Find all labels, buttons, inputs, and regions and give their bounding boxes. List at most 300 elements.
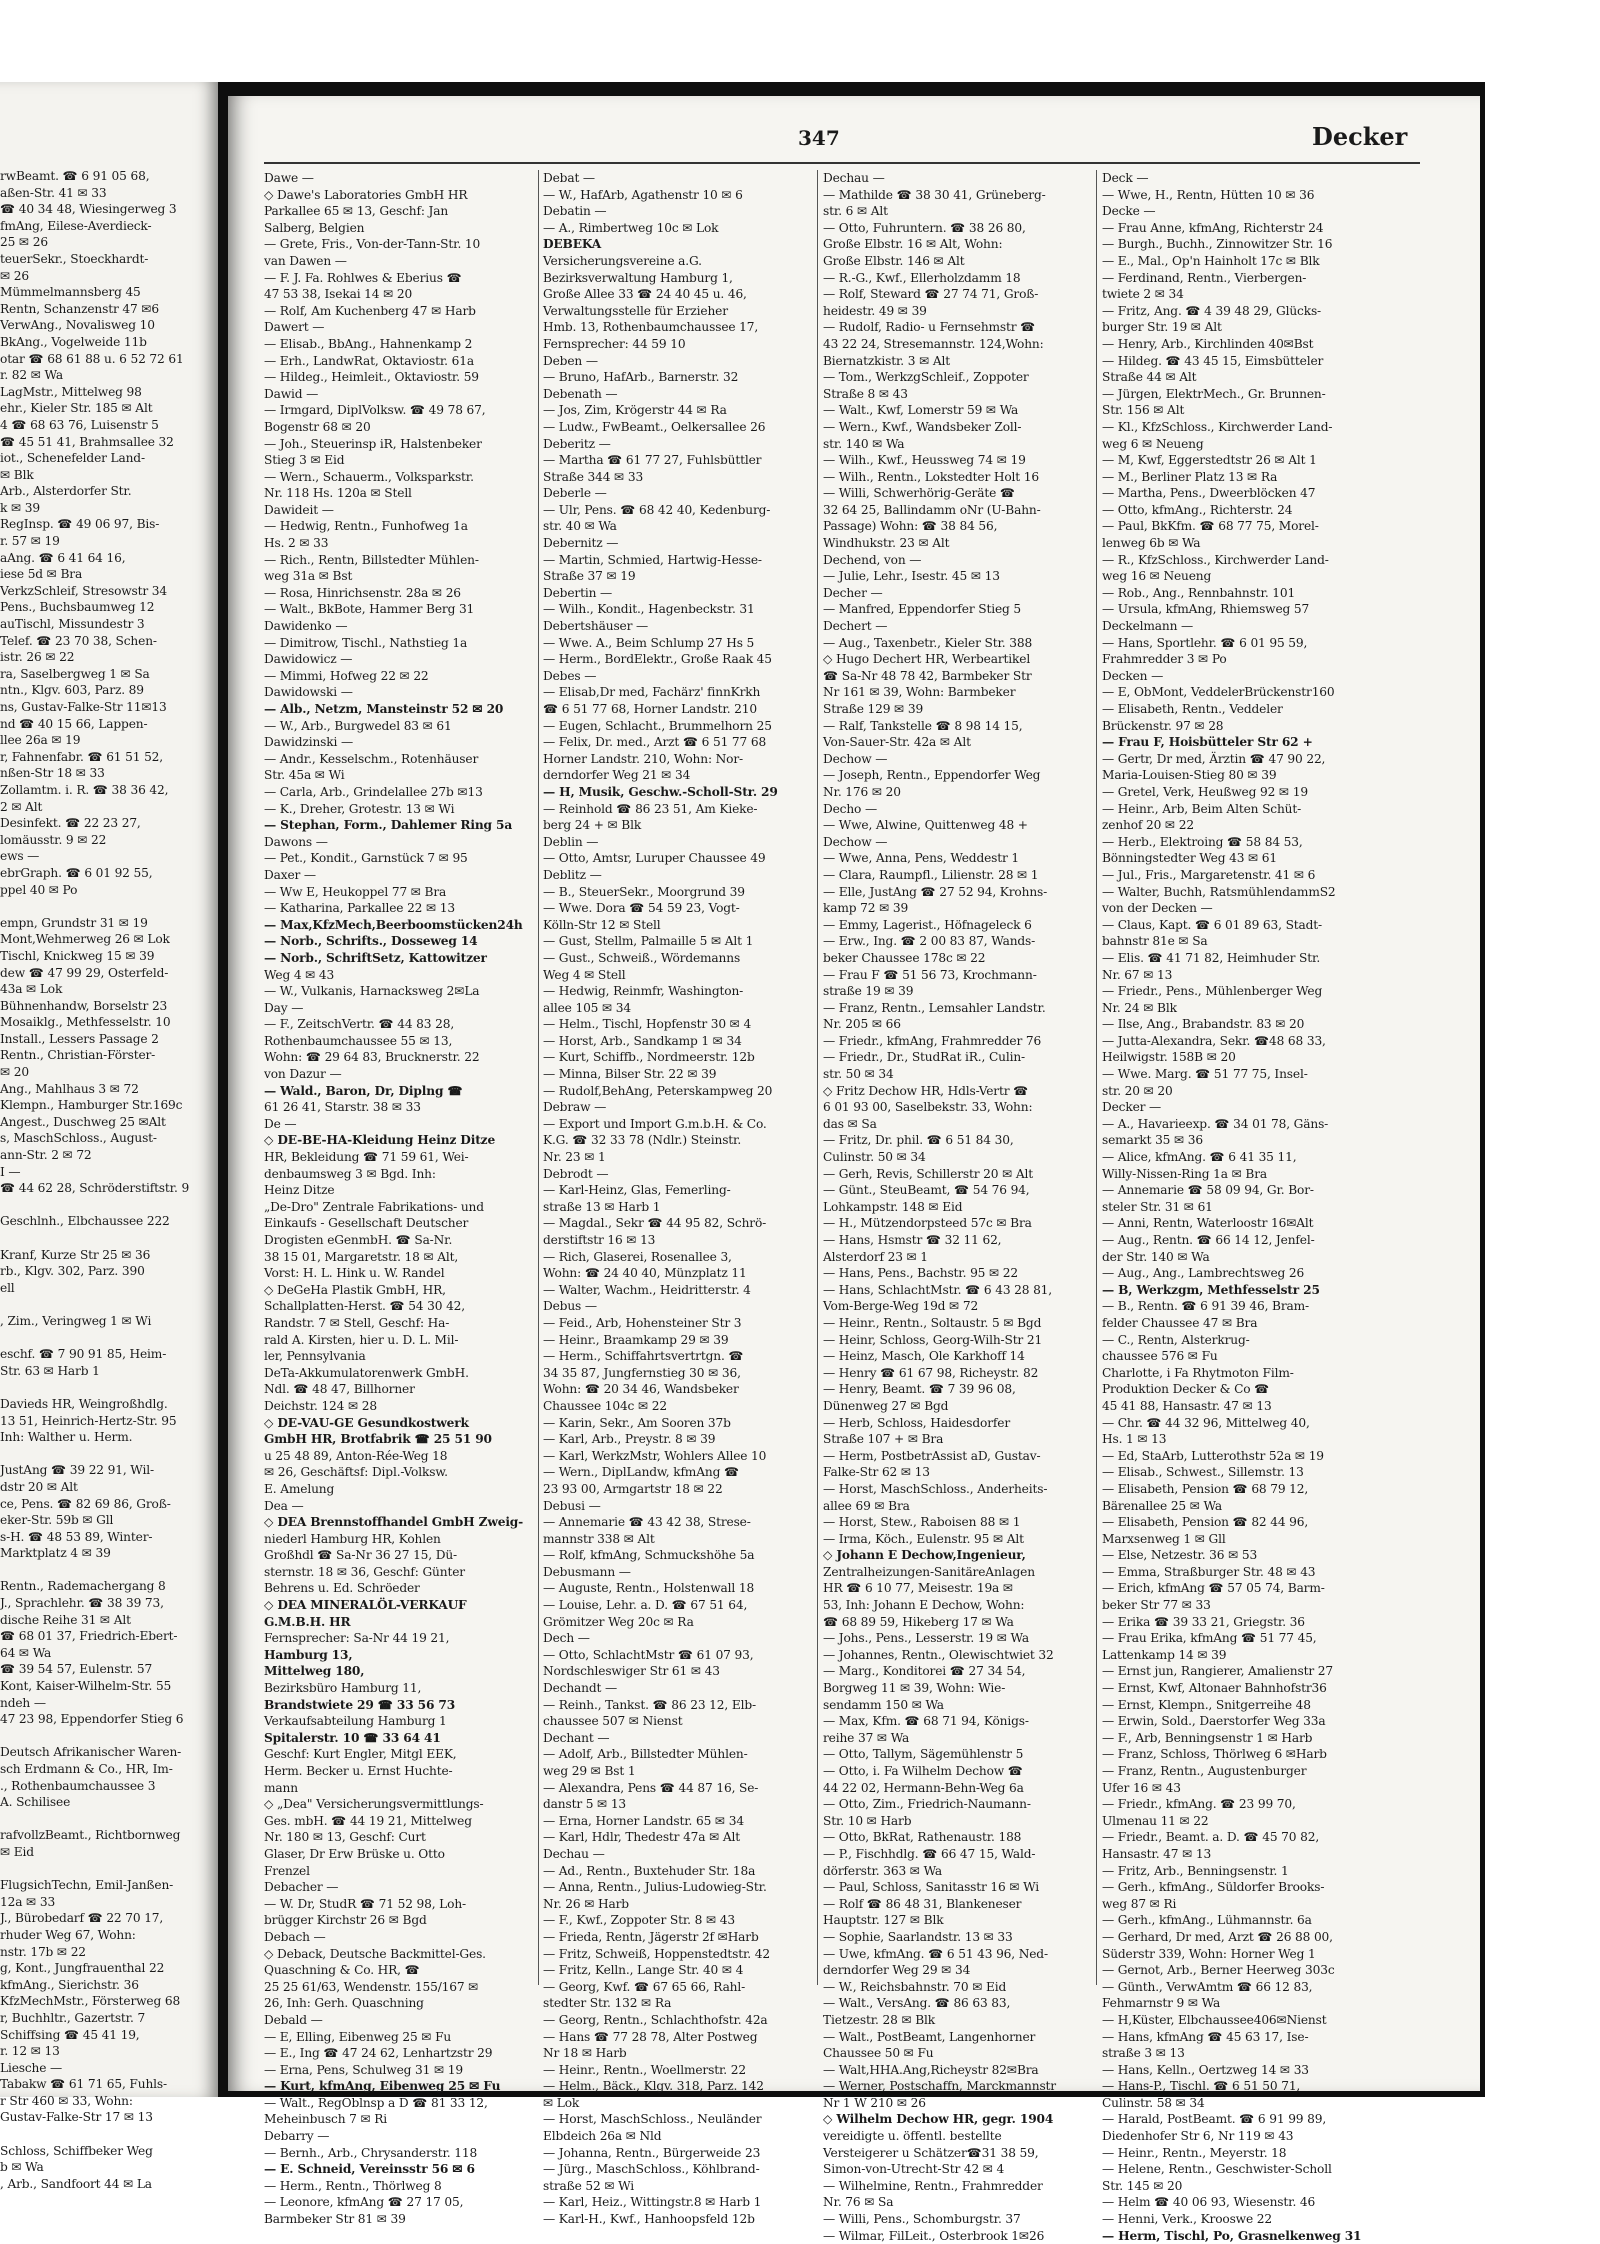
- directory-entry-line: — Karl-Heinz, Glas, Femerling-: [543, 1183, 731, 1198]
- directory-entry-line: — Ed, StaArb, Lutterothstr 52a ✉ 19: [1102, 1448, 1324, 1463]
- directory-entry-line: Deberitz —: [543, 436, 611, 451]
- left-page-column: [0, 168, 218, 2192]
- directory-entry-line: — Paul, Schloss, Sanitasstr 16 ✉ Wi: [823, 1880, 1040, 1895]
- left-page-entry-line: Kranf, Kurze Str 25 ✉ 36: [0, 1247, 151, 1262]
- directory-entry-line: — Heinr., Rentn., Meyerstr. 18: [1102, 2145, 1287, 2160]
- directory-entry-line: straße 52 ✉ Wi: [543, 2178, 635, 2193]
- directory-entry-line: ✉ 26, Geschäftsf: Dipl.-Volksw.: [264, 1465, 448, 1480]
- left-page-entry-line: aßen-Str. 41 ✉ 33: [0, 185, 107, 200]
- directory-entry-line: — Feid., Arb, Hohensteiner Str 3: [543, 1315, 742, 1330]
- left-page-entry-line: Mosaiklg., Methfesselstr. 10: [0, 1015, 171, 1030]
- directory-entry-line: — Gerh., kfmAng., Lühmannstr. 6a: [1102, 1913, 1312, 1928]
- directory-entry-line: Bezirksbüro Hamburg 11,: [264, 1681, 422, 1696]
- left-page-entry-line: r. 12 ✉ 13: [0, 2044, 60, 2059]
- left-page-entry-line: lomäusstr. 9 ✉ 22: [0, 832, 107, 847]
- directory-entry-line: — Willi, Pens., Schomburgstr. 37: [823, 2212, 1021, 2227]
- left-page-entry-line: 43a ✉ Lok: [0, 982, 63, 997]
- directory-entry-line: — Fritz, Schweiß, Hoppenstedtstr. 42: [543, 1946, 770, 1961]
- directory-entry-line: — A., Havarieexp. ☎ 34 01 78, Gäns-: [1102, 1116, 1329, 1131]
- directory-entry-line: Weg 4 ✉ 43: [264, 967, 335, 982]
- directory-entry-line: Decke —: [1102, 204, 1156, 219]
- left-page-entry-line: Rentn, Schanzenstr 47 ✉6: [0, 301, 159, 316]
- left-page-entry-line: VerkzSchleif, Stresowstr 34: [0, 583, 168, 598]
- left-page-entry-line: A. Schilisee: [0, 1795, 71, 1810]
- directory-entry-line: — Gretel, Verk, Heußweg 92 ✉ 19: [1102, 784, 1308, 799]
- directory-entry-line: Debacher —: [264, 1880, 339, 1895]
- left-page-entry-line: Str. 63 ✉ Harb 1: [0, 1363, 100, 1378]
- directory-entry-line: — Walter, Buchh, RatsmühlendammS2: [1102, 884, 1336, 899]
- directory-entry-line: Passage) Wohn: ☎ 38 84 56,: [823, 519, 998, 534]
- directory-entry-line: — F., ZeitschVertr. ☎ 44 83 28,: [264, 1017, 455, 1032]
- directory-entry-line: — Fritz, Ang. ☎ 4 39 48 29, Glücks-: [1102, 303, 1322, 318]
- left-page-entry-line: dstr 20 ✉ Alt: [0, 1479, 78, 1494]
- directory-entry-line: str. 50 ✉ 34: [823, 1067, 894, 1082]
- directory-entry-line: lenweg 6b ✉ Wa: [1102, 536, 1201, 551]
- directory-entry-line: Wohn: ☎ 29 64 83, Brucknerstr. 22: [264, 1050, 480, 1065]
- directory-entry-line: str. 20 ✉ 20: [1102, 1083, 1173, 1098]
- directory-entry-line: — E, Elling, Eibenweg 25 ✉ Fu: [264, 2029, 452, 2044]
- directory-entry-line: — W. Dr, StudR ☎ 71 52 98, Loh-: [264, 1896, 466, 1911]
- directory-entry-line: — Katharina, Parkallee 22 ✉ 13: [264, 901, 455, 916]
- directory-entry-line: — Johs., Pens., Lesserstr. 19 ✉ Wa: [823, 1631, 1029, 1646]
- directory-entry-line: — Chr. ☎ 44 32 96, Mittelweg 40,: [1102, 1415, 1310, 1430]
- left-page-entry-line: 4 ☎ 68 63 76, Luisenstr 5: [0, 417, 159, 432]
- directory-entry-line: — Werner, Postschaffn, Marckmannstr: [823, 2079, 1056, 2094]
- directory-entry-line: — Hedwig, Rentn., Funhofweg 1a: [264, 519, 468, 534]
- directory-entry-line: Dechow —: [823, 751, 888, 766]
- left-page-entry-line: [0, 1446, 218, 1463]
- directory-entry-line: ler, Pennsylvania: [264, 1349, 366, 1364]
- directory-entry-line: Dünenweg 27 ✉ Bgd: [823, 1398, 949, 1413]
- left-page-entry-line: ell: [0, 1280, 15, 1295]
- directory-entry-line: — Reinh., Tankst. ☎ 86 23 12, Elb-: [543, 1697, 756, 1712]
- running-head: Decker: [1312, 122, 1408, 151]
- left-page-entry-line: Schiffsing ☎ 45 41 19,: [0, 2027, 140, 2042]
- directory-entry-line: — Johannes, Rentn., Olewischtwiet 32: [823, 1647, 1054, 1662]
- directory-entry-line: Elbdeich 26a ✉ Nld: [543, 2129, 662, 2144]
- directory-entry-line: sendamm 150 ✉ Wa: [823, 1697, 944, 1712]
- directory-entry-line: — Jos, Zim, Krögerstr 44 ✉ Ra: [543, 403, 727, 418]
- directory-entry-line: der Str. 140 ✉ Wa: [1102, 1249, 1210, 1264]
- directory-entry-line: — Gerhard, Dr med, Arzt ☎ 26 88 00,: [1102, 1929, 1333, 1944]
- directory-entry-line: Nr. 176 ✉ 20: [823, 784, 901, 799]
- directory-entry-line: — Wern., DiplLandw, kfmAng ☎: [543, 1465, 739, 1480]
- directory-entry-line: Debertshäuser —: [543, 619, 649, 634]
- directory-entry-line: — Anna, Rentn., Julius-Ludowieg-Str.: [543, 1880, 767, 1895]
- directory-entry-line: — Rolf, kfmAng, Schmuckshöhe 5a: [543, 1548, 755, 1563]
- left-page-entry-line: [0, 898, 218, 915]
- directory-entry-line: „De-Dro" Zentrale Fabrikations- und: [264, 1199, 484, 1214]
- directory-entry-line: — Rolf ☎ 86 48 31, Blankeneser: [823, 1896, 1022, 1911]
- directory-entry-line: Randstr. 7 ✉ Stell, Geschf: Ha-: [264, 1315, 450, 1330]
- directory-entry-line: Day —: [264, 1000, 304, 1015]
- directory-entry-line: — Elisabeth, Pension ☎ 68 79 12,: [1102, 1481, 1309, 1496]
- directory-entry-line: 61 26 41, Starstr. 38 ✉ 33: [264, 1100, 421, 1115]
- left-page-entry-line: I —: [0, 1164, 21, 1179]
- directory-entry-line: Dechant —: [543, 1730, 610, 1745]
- left-page-entry-line: Ang., Mahlhaus 3 ✉ 72: [0, 1081, 139, 1096]
- directory-entry-line: GmbH HR, Brotfabrik ☎ 25 51 90: [264, 1432, 492, 1447]
- directory-entry-line: das ✉ Sa: [823, 1116, 877, 1131]
- directory-entry-line: — Helm., Bäck., Klgv. 318, Parz. 142: [543, 2079, 764, 2094]
- directory-entry-line: weg 29 ✉ Bst 1: [543, 1764, 636, 1778]
- directory-entry-line: — Otto, Fuhruntern. ☎ 38 26 80,: [823, 220, 1026, 235]
- directory-entry-line: — Horst, MaschSchloss., Anderheits-: [823, 1481, 1048, 1496]
- directory-entry-line: van Dawen —: [264, 253, 347, 268]
- directory-entry-line: — Claus, Kapt. ☎ 6 01 89 63, Stadt-: [1102, 917, 1323, 932]
- left-page-entry-line: Geschlnh., Elbchaussee 222: [0, 1214, 170, 1229]
- directory-entry-line: — Elisab., Schwest., Sillemstr. 13: [1102, 1465, 1304, 1480]
- left-page-entry-line: Deutsch Afrikanischer Waren-: [0, 1745, 182, 1760]
- directory-entry-line: weg 6 ✉ Neueng: [1102, 436, 1204, 451]
- left-page-entry-line: Tabakw ☎ 61 71 65, Fuhls-: [0, 2077, 167, 2092]
- left-page-entry-line: rafvollzBeamt., Richtbornweg: [0, 1828, 181, 1843]
- directory-entry-line: — Hedwig, Reinmfr, Washington-: [543, 984, 744, 999]
- directory-entry-line: Nr. 24 ✉ Blk: [1102, 1000, 1177, 1015]
- directory-entry-line: — Mimmi, Hofweg 22 ✉ 22: [264, 668, 429, 683]
- directory-entry-line: — Karl, Heiz., Wittingstr.8 ✉ Harb 1: [543, 2195, 762, 2210]
- directory-entry-line: — Ww E, Heukoppel 77 ✉ Bra: [264, 884, 447, 899]
- directory-entry-line: — Heinr., Rentn., Woellmerstr. 22: [543, 2062, 746, 2077]
- directory-entry-line: Bezirksverwaltung Hamburg 1,: [543, 270, 733, 285]
- left-page-entry-line: Install., Lessers Passage 2: [0, 1031, 159, 1046]
- directory-entry-line: — Auguste, Rentn., Holstenwall 18: [543, 1581, 755, 1596]
- directory-entry-line: — Horst, MaschSchloss., Neuländer: [543, 2112, 762, 2127]
- directory-entry-line: — Frau Anne, kfmAng, Richterstr 24: [1102, 220, 1324, 235]
- left-page-entry-line: Zollamtm. i. R. ☎ 38 36 42,: [0, 782, 169, 797]
- directory-entry-line: Falke-Str 62 ✉ 13: [823, 1465, 930, 1480]
- directory-entry-line: mann: [264, 1780, 298, 1795]
- directory-entry-line: — Tom., WerkzgSchleif., Zoppoter: [823, 370, 1029, 385]
- directory-entry-line: derndorfer Weg 29 ✉ 34: [823, 1963, 971, 1978]
- directory-entry-line: straße 19 ✉ 39: [823, 984, 914, 999]
- directory-entry-line: Debusmann —: [543, 1564, 631, 1579]
- directory-entry-line: — Max,KfzMech,Beerboomstücken24h: [264, 917, 523, 932]
- directory-entry-line: — Walt., BkBote, Hammer Berg 31: [264, 602, 475, 617]
- directory-entry-line: Straße 8 ✉ 43: [823, 386, 908, 401]
- directory-entry-line: — Irma, Köch., Eulenstr. 95 ✉ Alt: [823, 1531, 1024, 1546]
- left-page-entry-line: Rentn., Rademachergang 8: [0, 1579, 166, 1594]
- directory-entry-line: allee 105 ✉ 34: [543, 1000, 631, 1015]
- directory-entry-line: — H, Musik, Geschw.-Scholl-Str. 29: [543, 784, 778, 799]
- directory-entry-line: — Günth., VerwAmtm ☎ 66 12 83,: [1102, 1979, 1313, 1994]
- left-page-entry-line: Mont,Wehmerweg 26 ✉ Lok: [0, 932, 170, 947]
- directory-entry-line: — Walter, Wachm., Heidritterstr. 4: [543, 1282, 751, 1297]
- directory-entry-line: ◇ Johann E Dechow,Ingenieur,: [823, 1548, 1026, 1563]
- directory-entry-line: Lattenkamp 14 ✉ 39: [1102, 1647, 1227, 1662]
- directory-entry-line: Nr. 118 Hs. 120a ✉ Stell: [264, 486, 412, 501]
- directory-entry-line: — Paul, BkKfm. ☎ 68 77 75, Morel-: [1102, 519, 1319, 534]
- directory-entry-line: semarkt 35 ✉ 36: [1102, 1133, 1203, 1148]
- left-page-entry-line: r, Fahnenfabr. ☎ 61 51 52,: [0, 749, 164, 764]
- directory-entry-line: rald A. Kirsten, hier u. D. L. Mil-: [264, 1332, 459, 1347]
- directory-entry-line: — F., Arb, Benningsenstr 1 ✉ Harb: [1102, 1730, 1313, 1745]
- directory-entry-line: Barmbeker Str 81 ✉ 39: [264, 2212, 406, 2227]
- directory-entry-line: — R., KfzSchloss., Kirchwerder Land-: [1102, 552, 1329, 567]
- directory-entry-line: — Henry, Beamt. ☎ 7 39 96 08,: [823, 1382, 1016, 1397]
- directory-entry-line: — Gernot, Arb., Berner Heerweg 303c: [1102, 1963, 1335, 1978]
- directory-entry-line: — Ferdinand, Rentn., Vierbergen-: [1102, 270, 1307, 285]
- directory-entry-line: — Georg, Rentn., Schlachthofstr. 42a: [543, 2012, 768, 2027]
- directory-entry-line: Bogenstr 68 ✉ 20: [264, 419, 371, 434]
- left-page-entry-line: FlugsichTechn, Emil-Janßen-: [0, 1878, 174, 1893]
- directory-entry-line: Hamburg 13,: [264, 1647, 353, 1662]
- directory-entry-line: — Burgh., Buchh., Zinnowitzer Str. 16: [1102, 237, 1333, 252]
- directory-entry-line: — Walt., VersAng. ☎ 86 63 83,: [823, 1996, 1011, 2011]
- directory-entry-line: Nr 1 W 210 ✉ 26: [823, 2095, 926, 2110]
- directory-entry-line: — Herm., Schiffahrtsvertrtgn. ☎: [543, 1349, 744, 1364]
- directory-entry-line: Großhdl ☎ Sa-Nr 36 27 15, Dü-: [264, 1548, 458, 1563]
- directory-entry-line: — Wilh., Kwf., Heussweg 74 ✉ 19: [823, 453, 1026, 468]
- directory-entry-line: Hs. 1 ✉ 13: [1102, 1432, 1167, 1447]
- directory-entry-line: berg 24 + ✉ Blk: [543, 818, 642, 833]
- directory-entry-line: ◇ DeGeHa Plastik GmbH, HR,: [264, 1282, 446, 1297]
- directory-entry-line: — Elisab,Dr med, Fachärz' finnKrkh: [543, 685, 761, 700]
- directory-column-4: [1102, 170, 1372, 2244]
- directory-entry-line: ◇ Fritz Dechow HR, Hdls-Vertr ☎: [823, 1083, 1029, 1098]
- directory-entry-line: — Friedr., kfmAng. ☎ 23 99 70,: [1102, 1797, 1296, 1812]
- left-page-entry-line: ce, Pens. ☎ 82 69 86, Groß-: [0, 1496, 171, 1511]
- directory-entry-line: Str. 45a ✉ Wi: [264, 768, 345, 783]
- left-page-entry-line: Desinfekt. ☎ 22 23 27,: [0, 816, 141, 831]
- directory-entry-line: ◇ „Dea" Versicherungsvermittlungs-: [264, 1797, 484, 1812]
- column-divider: [1096, 170, 1097, 1985]
- directory-entry-line: 47 53 38, Isekai 14 ✉ 20: [264, 287, 413, 302]
- directory-entry-line: Borgweg 11 ✉ 39, Wohn: Wie-: [823, 1681, 1006, 1696]
- directory-entry-line: Vom-Berge-Weg 19d ✉ 72: [823, 1299, 979, 1314]
- left-page-entry-line: dew ☎ 47 99 29, Osterfeld-: [0, 965, 169, 980]
- directory-entry-line: — Elisabeth, Rentn., Veddeler: [1102, 702, 1283, 716]
- directory-entry-line: Hansastr. 47 ✉ 13: [1102, 1846, 1212, 1861]
- directory-entry-line: Biernatzkistr. 3 ✉ Alt: [823, 353, 951, 368]
- directory-entry-line: — M., Berliner Platz 13 ✉ Ra: [1102, 469, 1278, 484]
- left-page-entry-line: r, Buchhltr., Gazertstr. 7: [0, 2010, 146, 2025]
- directory-entry-line: — Otto, Tallym, Sägemühlenstr 5: [823, 1747, 1024, 1762]
- directory-entry-line: — Karl, Hdlr, Thedestr 47a ✉ Alt: [543, 1830, 741, 1845]
- directory-entry-line: Vorst: H. L. Hink u. W. Randel: [264, 1266, 445, 1281]
- directory-entry-line: Ndl. ☎ 48 47, Billhorner: [264, 1382, 415, 1397]
- directory-entry-line: Quaschning & Co. HR, ☎: [264, 1963, 420, 1978]
- directory-entry-line: — Magdal., Sekr ☎ 44 95 82, Schrö-: [543, 1216, 767, 1231]
- directory-entry-line: — Anni, Rentn, Waterloostr 16✉Alt: [1102, 1216, 1314, 1231]
- directory-entry-line: Simon-von-Utrecht-Str 42 ✉ 4: [823, 2162, 1005, 2177]
- left-page-entry-line: [0, 1379, 218, 1396]
- left-page-entry-line: ns, Gustav-Falke-Str 11✉13: [0, 700, 167, 714]
- directory-entry-line: derstiftstr 16 ✉ 13: [543, 1233, 656, 1247]
- directory-entry-line: — Jürgen, ElektrMech., Gr. Brunnen-: [1102, 386, 1326, 401]
- directory-entry-line: chaussee 507 ✉ Nienst: [543, 1714, 683, 1729]
- directory-entry-line: — Wern., Kwf., Wandsbeker Zoll-: [823, 419, 1022, 434]
- directory-entry-line: Brückenstr. 97 ✉ 28: [1102, 718, 1224, 733]
- directory-entry-line: — B., Rentn. ☎ 6 91 39 46, Bram-: [1102, 1299, 1309, 1314]
- left-page-entry-line: Mümmelmannsberg 45: [0, 285, 141, 300]
- directory-entry-line: — Stephan, Form., Dahlemer Ring 5a: [264, 818, 513, 833]
- directory-entry-line: niederl Hamburg HR, Kohlen: [264, 1531, 441, 1546]
- directory-entry-line: — Wwe. A., Beim Schlump 27 Hs 5: [543, 635, 755, 650]
- directory-entry-line: — Friedr., Pens., Mühlenberger Weg: [1102, 984, 1323, 999]
- directory-entry-line: — Kl., KfzSchloss., Kirchwerder Land-: [1102, 419, 1333, 434]
- directory-entry-line: Dech —: [543, 1631, 590, 1646]
- directory-entry-line: — Else, Netzestr. 36 ✉ 53: [1102, 1548, 1258, 1563]
- left-page-entry-line: [0, 1330, 218, 1347]
- directory-entry-line: — Andr., Kesselschm., Rotenhäuser: [264, 751, 479, 766]
- left-page-entry-line: JustAng ☎ 39 22 91, Wil-: [0, 1463, 154, 1478]
- directory-entry-line: Windhukstr. 23 ✉ Alt: [823, 536, 950, 551]
- directory-entry-line: Parkallee 65 ✉ 13, Geschf: Jan: [264, 204, 449, 219]
- directory-entry-line: DeTa-Akkumulatorenwerk GmbH.: [264, 1365, 469, 1380]
- directory-entry-line: — Fritz, Kelln., Lange Str. 40 ✉ 4: [543, 1963, 744, 1978]
- directory-entry-line: Ulmenau 11 ✉ 22: [1102, 1813, 1209, 1828]
- directory-entry-line: — Jul., Fris., Margaretenstr. 41 ✉ 6: [1102, 867, 1316, 882]
- left-page-entry-line: KfzMechMstr., Försterweg 68: [0, 1994, 181, 2009]
- directory-entry-line: beker Str 77 ✉ 33: [1102, 1598, 1211, 1613]
- directory-entry-line: — Fritz, Dr. phil. ☎ 6 51 84 30,: [823, 1133, 1014, 1148]
- directory-entry-line: Debach —: [264, 1929, 326, 1944]
- directory-entry-line: — Heinr., Arb, Beim Alten Schüt-: [1102, 801, 1302, 816]
- column-divider: [538, 170, 539, 1985]
- left-page-entry-line: Gustav-Falke-Str 17 ✉ 13: [0, 2110, 153, 2125]
- left-page-entry-line: nd ☎ 40 15 66, Lappen-: [0, 716, 148, 731]
- directory-entry-line: — Eugen, Schlacht., Brummelhorn 25: [543, 718, 772, 733]
- directory-entry-line: Dawidowski —: [264, 685, 353, 700]
- directory-entry-line: Str. 145 ✉ 20: [1102, 2178, 1183, 2193]
- directory-entry-line: Frenzel: [264, 1863, 310, 1878]
- directory-entry-line: Heinz Ditze: [264, 1183, 335, 1198]
- directory-entry-line: Herm. Becker u. Ernst Huchte-: [264, 1764, 453, 1778]
- directory-entry-line: ◇ Dawe's Laboratories GmbH HR: [264, 187, 468, 202]
- directory-entry-line: Daxer —: [264, 867, 316, 882]
- left-page-entry-line: 47 23 98, Eppendorfer Stieg 6: [0, 1712, 184, 1727]
- directory-entry-line: — Walt., Kwf, Lomerstr 59 ✉ Wa: [823, 403, 1019, 418]
- directory-entry-line: — Ulr, Pens. ☎ 68 42 40, Kedenburg-: [543, 502, 771, 517]
- directory-entry-line: — Alexandra, Pens ☎ 44 87 16, Se-: [543, 1780, 759, 1795]
- left-page-entry-line: r. 57 ✉ 19: [0, 534, 60, 549]
- directory-entry-line: — Hildeg., Heimleit., Oktaviostr. 59: [264, 370, 479, 385]
- directory-entry-line: twiete 2 ✉ 34: [1102, 287, 1184, 302]
- directory-entry-line: — Elle, JustAng ☎ 27 52 94, Krohns-: [823, 884, 1048, 899]
- directory-entry-line: Drogisten eGenmbH. ☎ Sa-Nr.: [264, 1233, 453, 1247]
- directory-entry-line: — Jürg., MaschSchloss., Köhlbrand-: [543, 2162, 760, 2177]
- left-page-entry-line: auTischl, Missundestr 3: [0, 617, 145, 632]
- directory-entry-line: — R.-G., Kwf., Ellerholzdamm 18: [823, 270, 1021, 285]
- directory-entry-line: Hs. 2 ✉ 33: [264, 536, 329, 551]
- left-page-entry-line: Arb., Alsterdorfer Str.: [0, 484, 132, 499]
- directory-entry-line: — Otto, SchlachtMstr ☎ 61 07 93,: [543, 1647, 754, 1662]
- directory-entry-line: — Henry, Arb., Kirchlinden 40✉Bst: [1102, 336, 1314, 351]
- directory-entry-line: — Ursula, kfmAng, Rhiemsweg 57: [1102, 602, 1310, 617]
- directory-entry-line: — Günt., SteuBeamt, ☎ 54 76 94,: [823, 1183, 1030, 1198]
- directory-entry-line: — Helm ☎ 40 06 93, Wiesenstr. 46: [1102, 2195, 1316, 2210]
- directory-entry-line: — Carla, Arb., Grindelallee 27b ✉13: [264, 784, 483, 799]
- directory-entry-line: Rothenbaumchaussee 55 ✉ 13,: [264, 1033, 453, 1048]
- left-page-entry-line: ☎ 40 34 48, Wiesingerweg 3: [0, 202, 177, 217]
- directory-entry-line: Debald —: [264, 2012, 323, 2027]
- directory-entry-line: Kölln-Str 12 ✉ Stell: [543, 917, 661, 932]
- directory-entry-line: — Reinhold ☎ 86 23 51, Am Kieke-: [543, 801, 758, 816]
- directory-entry-line: — H., Mützendorpsteed 57c ✉ Bra: [823, 1216, 1032, 1231]
- directory-entry-line: — Ludw., FwBeamt., Oelkersallee 26: [543, 419, 766, 434]
- directory-entry-line: felder Chaussee 47 ✉ Bra: [1102, 1315, 1258, 1330]
- directory-entry-line: — Johanna, Rentn., Bürgerweide 23: [543, 2145, 761, 2160]
- directory-entry-line: — Horst, Arb., Sandkamp 1 ✉ 34: [543, 1033, 742, 1048]
- directory-entry-line: ◇ Deback, Deutsche Backmittel-Ges.: [264, 1946, 486, 1961]
- directory-entry-line: — Gerh, Revis, Schillerstr 20 ✉ Alt: [823, 1166, 1034, 1181]
- directory-entry-line: — Fritz, Arb., Benningsenstr. 1: [1102, 1863, 1289, 1878]
- directory-entry-line: Str. 10 ✉ Harb: [823, 1813, 912, 1828]
- directory-entry-line: ◇ DE-VAU-GE Gesundkostwerk: [264, 1415, 469, 1430]
- directory-entry-line: Str. 156 ✉ Alt: [1102, 403, 1185, 418]
- left-page-entry-line: Telef. ☎ 23 70 38, Schen-: [0, 633, 157, 648]
- directory-entry-line: — Wwe, Alwine, Quittenweg 48 +: [823, 818, 1028, 833]
- directory-entry-line: Debes —: [543, 668, 597, 683]
- directory-entry-line: — K., Dreher, Grotestr. 13 ✉ Wi: [264, 801, 455, 816]
- directory-entry-line: — Rudolf, Radio- u Fernsehmstr ☎: [823, 320, 1036, 335]
- directory-entry-line: — Joh., Steuerinsp iR, Halstenbeker: [264, 436, 482, 451]
- directory-entry-line: — Hans, Sportlehr. ☎ 6 01 95 59,: [1102, 635, 1308, 650]
- directory-entry-line: — Frau F, Hoisbütteler Str 62 +: [1102, 735, 1313, 750]
- directory-entry-line: ☎ Sa-Nr 48 78 42, Barmbeker Str: [823, 668, 1032, 683]
- directory-entry-line: Weg 4 ✉ Stell: [543, 967, 626, 982]
- left-page-entry-line: ., Rothenbaumchaussee 3: [0, 1778, 156, 1793]
- directory-entry-line: Nordschleswiger Str 61 ✉ 43: [543, 1664, 720, 1679]
- left-page-entry-line: eschf. ☎ 7 90 91 85, Heim-: [0, 1347, 167, 1362]
- directory-entry-line: 23 93 00, Armgartstr 18 ✉ 22: [543, 1481, 723, 1496]
- directory-entry-line: — Heinr., Rentn., Soltaustr. 5 ✉ Bgd: [823, 1315, 1042, 1330]
- directory-entry-line: Dechau —: [823, 171, 885, 185]
- directory-entry-line: Chaussee 50 ✉ Fu: [823, 2046, 934, 2061]
- directory-entry-line: — Elis. ☎ 41 71 82, Heimhuder Str.: [1102, 950, 1321, 965]
- left-page-entry-line: ndeh —: [0, 1695, 46, 1710]
- directory-entry-line: — Heinr, Schloss, Georg-Wilh-Str 21: [823, 1332, 1043, 1347]
- directory-entry-line: — Friedr., Beamt. a. D. ☎ 45 70 82,: [1102, 1830, 1320, 1845]
- directory-entry-line: brügger Kirchstr 26 ✉ Bgd: [264, 1913, 427, 1928]
- directory-entry-line: — Hans ☎ 77 28 78, Alter Postweg: [543, 2029, 758, 2044]
- directory-entry-line: Von-Sauer-Str. 42a ✉ Alt: [823, 735, 971, 750]
- directory-entry-line: — Rich., Rentn, Billstedter Mühlen-: [264, 552, 479, 567]
- directory-entry-line: Frahmredder 3 ✉ Po: [1102, 652, 1227, 667]
- directory-entry-line: weg 16 ✉ Neueng: [1102, 569, 1212, 584]
- left-page-entry-line: r Str 460 ✉ 33, Wohn:: [0, 2093, 133, 2108]
- directory-entry-line: Straße 37 ✉ 19: [543, 569, 636, 584]
- directory-entry-line: Alsterdorf 23 ✉ 1: [823, 1249, 928, 1264]
- directory-entry-line: — Herb., Elektroing ☎ 58 84 53,: [1102, 834, 1303, 849]
- directory-entry-line: Große Elbstr. 16 ✉ Alt, Wohn:: [823, 237, 1003, 252]
- directory-entry-line: — Export und Import G.m.b.H. & Co.: [543, 1116, 767, 1131]
- directory-entry-line: — Louise, Lehr. a. D. ☎ 67 51 64,: [543, 1598, 748, 1613]
- directory-entry-line: — Frau F ☎ 51 56 73, Krochmann-: [823, 967, 1037, 982]
- left-page-entry-line: [0, 1197, 218, 1214]
- directory-entry-line: Debenath —: [543, 386, 618, 401]
- directory-entry-line: weg 87 ✉ Ri: [1102, 1896, 1177, 1911]
- directory-entry-line: — Karl, WerkzMstr, Wohlers Allee 10: [543, 1448, 767, 1463]
- left-page-entry-line: J., Sprachlehr. ☎ 38 39 73,: [0, 1596, 164, 1611]
- directory-entry-line: str. 6 ✉ Alt: [823, 204, 888, 219]
- directory-entry-line: — M, Kwf, Eggerstedtstr 26 ✉ Alt 1: [1102, 453, 1317, 468]
- left-page-entry-line: aAng. ☎ 6 41 64 16,: [0, 550, 126, 565]
- left-page-entry-line: iese 5d ✉ Bra: [0, 567, 83, 582]
- directory-entry-line: — B, Werkzgm, Methfesselstr 25: [1102, 1282, 1320, 1297]
- directory-entry-line: — Felix, Dr. med., Arzt ☎ 6 51 77 68: [543, 735, 767, 750]
- directory-entry-line: Große Allee 33 ☎ 24 40 45 u. 46,: [543, 287, 747, 302]
- directory-entry-line: Decken —: [1102, 668, 1164, 683]
- directory-entry-line: Dawe —: [264, 171, 314, 185]
- directory-entry-line: straße 3 ✉ 13: [1102, 2046, 1185, 2061]
- directory-entry-line: — Max, Kfm. ☎ 68 71 94, Königs-: [823, 1714, 1029, 1729]
- directory-entry-line: Culinstr. 50 ✉ 34: [823, 1150, 926, 1165]
- directory-entry-line: — Sophie, Saarlandstr. 13 ✉ 33: [823, 1929, 1013, 1944]
- directory-entry-line: Wohn: ☎ 24 40 40, Münzplatz 11: [543, 1266, 747, 1281]
- directory-entry-line: Dechau —: [543, 1846, 605, 1861]
